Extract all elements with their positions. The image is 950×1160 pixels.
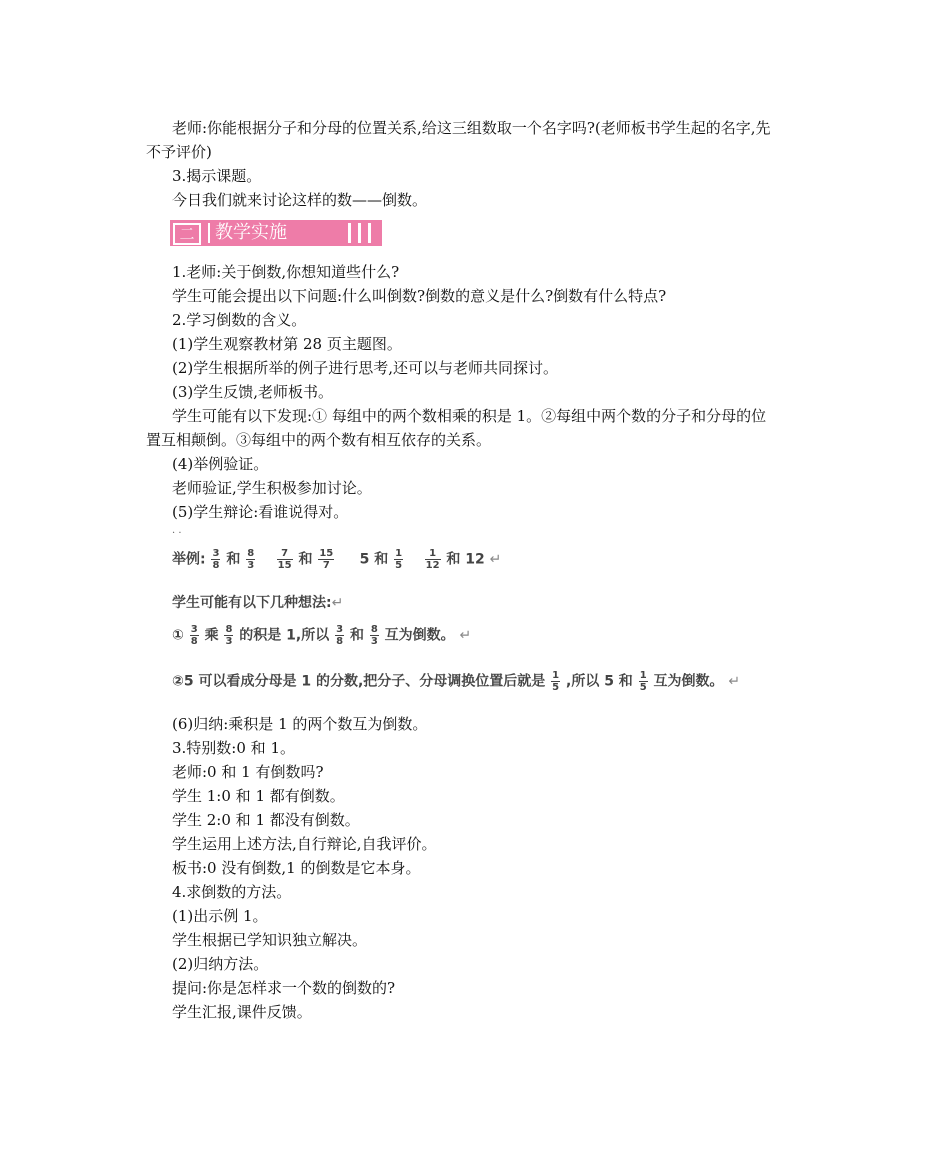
denominator: 8 [190, 636, 198, 647]
body-line: 学生可能会提出以下问题:什么叫倒数?倒数的意义是什么?倒数有什么特点? [172, 287, 667, 305]
denominator: 3 [225, 636, 233, 647]
idea-one [172, 624, 471, 647]
body-line: (1)出示例 1。 [172, 907, 268, 925]
intro-paragraph-line2: 不予评价) [146, 143, 212, 161]
fraction [318, 548, 334, 571]
body-line: 置互相颠倒。③每组中的两个数有相互依存的关系。 [146, 431, 492, 449]
intro-step3: 3.揭示课题。 [172, 167, 262, 185]
denominator: 15 [277, 560, 292, 571]
idea-text: ②5 可以看成分母是 1 的分数,把分子、分母调换位置后就是 [172, 673, 546, 690]
body-line: (2)学生根据所举的例子进行思考,还可以与老师共同探讨。 [172, 359, 559, 377]
and-word: 和 [298, 551, 313, 568]
fraction [190, 624, 199, 647]
denominator: 5 [395, 560, 403, 571]
denominator: 3 [370, 636, 378, 647]
body-line: (2)归纳方法。 [172, 955, 269, 973]
and-word: 和 [349, 627, 364, 644]
body-line: 提问:你是怎样求一个数的倒数的? [172, 979, 396, 997]
body-line: 学生可能有以下发现:① 每组中的两个数相乘的积是 1。②每组中两个数的分子和分母的位 [172, 407, 767, 425]
body-line: (6)归纳:乘积是 1 的两个数互为倒数。 [172, 715, 428, 733]
fraction [224, 624, 233, 647]
body-line: 老师验证,学生积极参加讨论。 [172, 479, 372, 497]
fraction [394, 548, 403, 571]
numerator: 7 [277, 548, 293, 560]
idea-text: ,所以 5 和 [566, 673, 633, 690]
number-five: 5 [359, 551, 370, 568]
denominator: 5 [552, 682, 560, 693]
idea-text: 的积是 1,所以 [239, 627, 330, 644]
denominator: 12 [425, 560, 440, 571]
fraction [335, 624, 344, 647]
fraction [211, 548, 220, 571]
section-title: 教学实施 [215, 222, 287, 243]
numerator: 1 [425, 548, 441, 560]
fraction [425, 548, 441, 571]
body-line: 板书:0 没有倒数,1 的倒数是它本身。 [172, 859, 421, 877]
fraction [551, 670, 560, 693]
fraction [277, 548, 293, 571]
idea-number: ① [172, 627, 184, 644]
body-line: 老师:0 和 1 有倒数吗? [172, 763, 324, 781]
numerator: 1 [639, 670, 647, 681]
body-line: (3)学生反馈,老师板书。 [172, 383, 334, 401]
body-line: (4)举例验证。 [172, 455, 269, 473]
and-word: 和 [374, 551, 389, 568]
banner-divider [208, 223, 210, 243]
ideas-text: 学生可能有以下几种想法: [172, 595, 332, 611]
idea-two [172, 670, 740, 693]
intro-paragraph-line1: 老师:你能根据分子和分母的位置关系,给这三组数取一个名字吗?(老师板书学生起的名字,先 [172, 119, 771, 137]
banner-stripe [368, 223, 371, 243]
numerator: 3 [190, 624, 198, 635]
paragraph-mark: ↵ [331, 595, 344, 611]
body-line: 学生运用上述方法,自行辩论,自我评价。 [172, 835, 437, 853]
paragraph-mark: ↵ [459, 627, 472, 644]
numerator: 1 [395, 548, 403, 559]
intro-topic: 今日我们就来讨论这样的数——倒数。 [172, 191, 428, 209]
fraction [639, 670, 648, 693]
section-banner [170, 220, 382, 246]
numerator: 8 [225, 624, 233, 635]
body-line: 2.学习倒数的含义。 [172, 311, 307, 329]
banner-stripe [348, 223, 351, 243]
body-line: 3.特别数:0 和 1。 [172, 739, 295, 757]
body-line: (1)学生观察教材第 28 页主题图。 [172, 335, 402, 353]
dots-mark: · · [172, 528, 182, 539]
ideas-heading [172, 592, 343, 612]
numerator: 15 [319, 548, 334, 559]
idea-text: 互为倒数。 [653, 673, 724, 690]
example-label: 举例: [172, 551, 206, 568]
paragraph-mark: ↵ [489, 551, 502, 568]
banner-stripe [358, 223, 361, 243]
denominator: 5 [639, 682, 647, 693]
body-line: (5)学生辩论:看谁说得对。 [172, 503, 349, 521]
multiply-word: 乘 [204, 627, 219, 644]
section-number: 二 [173, 223, 201, 245]
number-twelve: 12 [465, 551, 485, 568]
body-line: 学生根据已学知识独立解决。 [172, 931, 368, 949]
denominator: 8 [212, 560, 220, 571]
denominator: 8 [336, 636, 344, 647]
body-line: 4.求倒数的方法。 [172, 883, 292, 901]
fraction [246, 548, 255, 571]
numerator: 3 [212, 548, 220, 559]
body-line: 学生 2:0 和 1 都没有倒数。 [172, 811, 360, 829]
body-line: 学生汇报,课件反馈。 [172, 1003, 312, 1021]
numerator: 8 [370, 624, 378, 635]
and-word: 和 [446, 551, 461, 568]
body-line: 学生 1:0 和 1 都有倒数。 [172, 787, 345, 805]
body-line: 1.老师:关于倒数,你想知道些什么? [172, 263, 400, 281]
denominator: 7 [322, 560, 330, 571]
denominator: 3 [247, 560, 255, 571]
numerator: 1 [552, 670, 560, 681]
paragraph-mark: ↵ [728, 673, 741, 690]
numerator: 3 [336, 624, 344, 635]
example-line [172, 548, 501, 571]
numerator: 8 [247, 548, 255, 559]
fraction [370, 624, 379, 647]
idea-text: 互为倒数。 [384, 627, 455, 644]
and-word: 和 [226, 551, 241, 568]
